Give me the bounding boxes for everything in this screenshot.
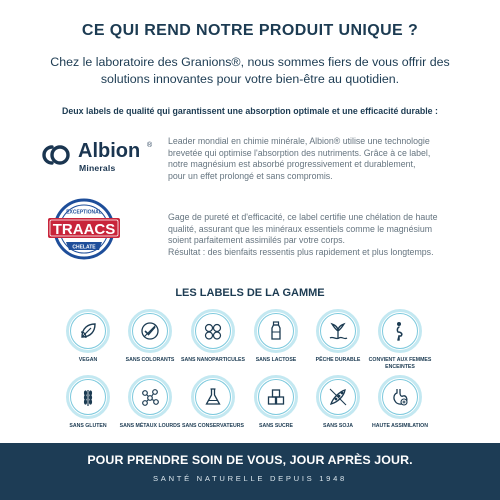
intro-text	[30, 54, 470, 88]
footer-slogan: POUR PRENDRE SOIN DE VOUS, JOUR APRÈS JOUR.	[87, 453, 413, 467]
leaf-icon	[77, 320, 99, 342]
traacs-seal-icon	[44, 197, 124, 261]
badge-label: SANS COLORANTS	[125, 357, 175, 363]
traacs-logo	[44, 197, 124, 261]
badge-label: CONVIENT AUX FEMMES ENCEINTES	[368, 357, 432, 370]
albion-description-line: pour un effet prolongé et sans compromis.	[168, 170, 333, 181]
flask-icon	[202, 386, 224, 408]
albion-rings-icon	[38, 142, 74, 168]
badge-label: SANS NANOPARTICULES	[181, 357, 245, 363]
badge-label: SANS SUCRE	[258, 423, 293, 429]
traacs-description	[168, 212, 468, 258]
badge-label: SANS GLUTEN	[69, 423, 107, 429]
albion-description	[168, 136, 468, 182]
albion-logo-word: Albion	[78, 140, 141, 162]
albion-minerals-logo	[38, 140, 158, 176]
badge-label: SANS SOJA	[323, 423, 353, 429]
badge-label: SANS LACTOSE	[255, 357, 297, 363]
traacs-bottom-text: CHELATE	[72, 244, 96, 251]
intro-line-1: Chez le laboratoire des Granions®, nous sommes fiers de vous offrir des	[50, 55, 450, 69]
badge-label: VEGAN	[78, 357, 98, 363]
wheat-icon	[77, 386, 99, 408]
albion-logo-sub: Minerals	[79, 163, 116, 173]
intro-line-2: solutions innovantes pour votre bien-être au quotidien.	[100, 72, 400, 86]
traacs-description-line: soient parfaitement assimilés par votre corps.	[168, 235, 345, 246]
traacs-description-line: Gage de pureté et d'efficacité, ce label certifie une chélation de haute	[168, 212, 438, 222]
traacs-description-line: qualité, assurant que les minéraux essentiels comme le magnésium	[168, 223, 433, 234]
badge-label: HAUTE ASSIMILATION	[372, 423, 428, 429]
pregnant-woman-icon	[389, 320, 411, 342]
badge-label: PÊCHE DURABLE	[315, 357, 361, 363]
badge-haute-assimilation	[360, 375, 440, 430]
traacs-logo-word: TRAACS	[52, 221, 116, 238]
traacs-top-text: EXCEPTIONAL	[66, 209, 102, 216]
albion-description-line: brevetée qui optimise l'absorption des nutriments. Grâce à ce label,	[168, 147, 431, 158]
badge-femmes-enceintes	[360, 309, 440, 370]
footer-tagline: SANTÉ NATURELLE DEPUIS 1948	[153, 474, 347, 483]
stomach-icon	[389, 386, 411, 408]
albion-description-line: Leader mondial en chimie minérale, Albion® utilise une technologie	[168, 136, 430, 146]
quality-labels-subheading: Deux labels de qualité qui garantissent une absorption optimale et une efficacité durable :	[62, 106, 438, 116]
soy-icon	[327, 386, 349, 408]
fish-tail-icon	[327, 320, 349, 342]
no-colorants-icon	[139, 320, 161, 342]
sugar-cubes-icon	[265, 386, 287, 408]
footer-banner	[0, 443, 500, 500]
milk-bottle-icon	[265, 320, 287, 342]
albion-description-line: notre magnésium est absorbé progressivement et durablement,	[168, 159, 416, 170]
albion-logo-registered: ®	[147, 142, 153, 149]
badge-label: SANS MÉTAUX LOURDS	[119, 423, 181, 429]
nanoparticles-icon	[202, 320, 224, 342]
page-title: CE QUI REND NOTRE PRODUIT UNIQUE ?	[81, 22, 419, 39]
traacs-description-line: Résultat : des bienfaits ressentis plus rapidement et plus longtemps.	[168, 246, 434, 257]
badge-label: SANS CONSERVATEURS	[182, 423, 244, 429]
range-labels-heading: LES LABELS DE LA GAMME	[175, 287, 325, 299]
molecule-icon	[139, 386, 161, 408]
